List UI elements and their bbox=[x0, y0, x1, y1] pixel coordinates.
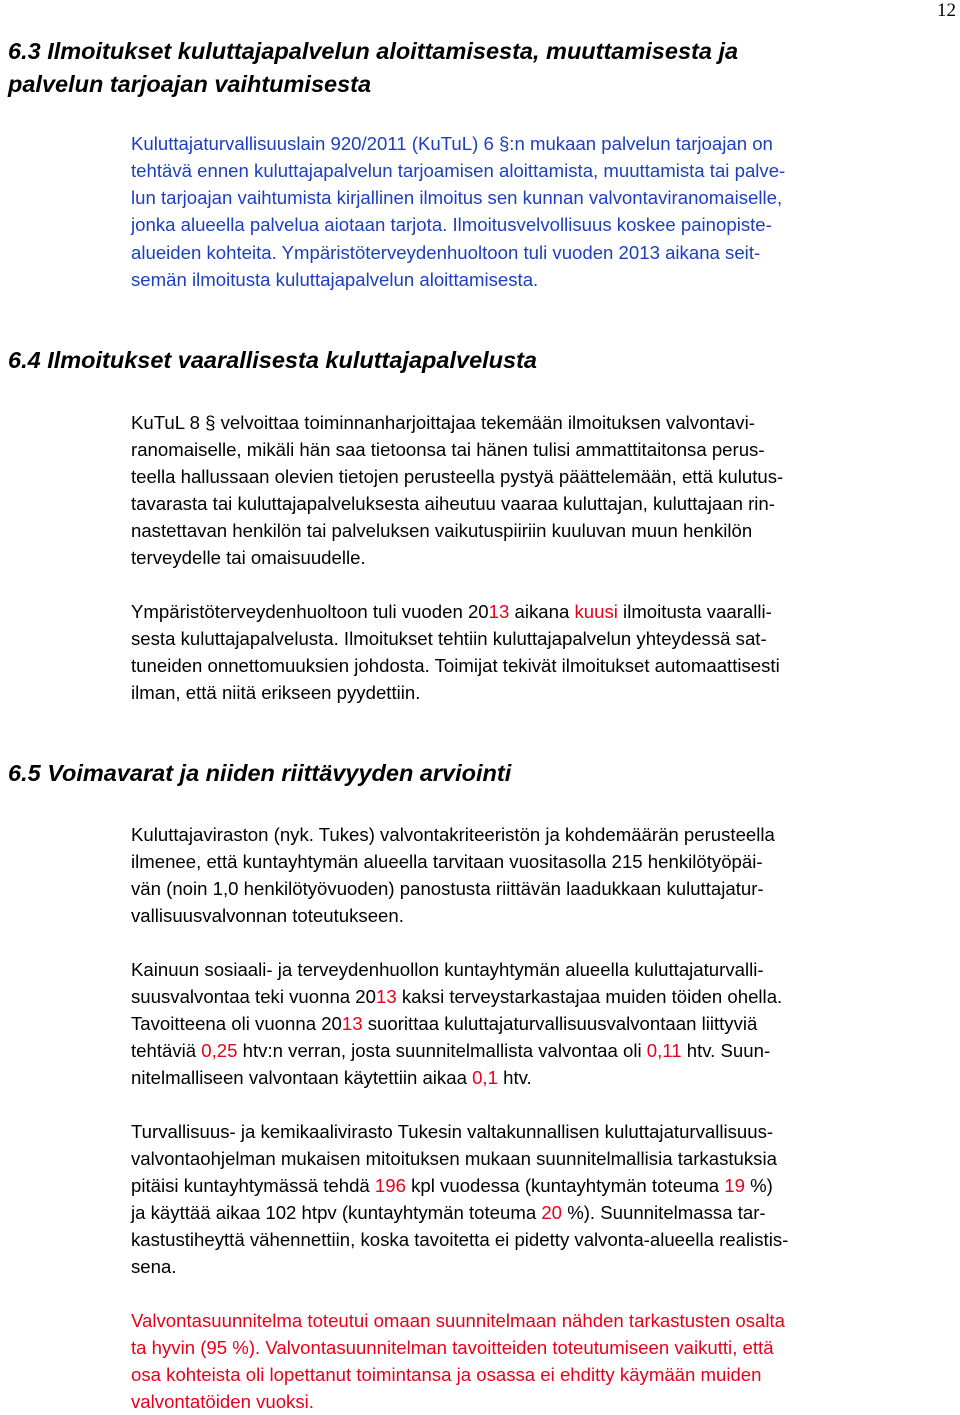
text-run: tehtäviä bbox=[131, 1040, 202, 1061]
highlight-value: 19 bbox=[724, 1175, 745, 1196]
section-6-5-para3-line bbox=[131, 1173, 773, 1199]
section-6-4-para2-line: ilman, että niitä erikseen pyydettiin. bbox=[131, 682, 421, 703]
highlight-year: 13 bbox=[376, 986, 397, 1007]
section-6-4-para2-line: sesta kuluttajapalvelusta. Ilmoitukset tehtiin kuluttajapalvelun yhteydessä sat- bbox=[131, 628, 767, 649]
section-6-5-para3-line bbox=[131, 1200, 766, 1226]
section-6-5-para3-line: Turvallisuus- ja kemikaalivirasto Tukesin valtakunnallisen kuluttajaturvallisuus- bbox=[131, 1121, 774, 1142]
section-6-5-para2-line bbox=[131, 1065, 532, 1091]
section-6-5-para4-line: valvontatöiden vuoksi. bbox=[131, 1391, 314, 1412]
section-6-5-para1-line: vallisuusvalvonnan toteutukseen. bbox=[131, 905, 404, 926]
section-6-3-line: jonka alueella palvelua aiotaan tarjota. Ilmoitusvelvollisuus koskee painopiste- bbox=[131, 214, 772, 235]
section-6-5-para4-line: osa kohteista oli lopettanut toimintansa ja osassa ei ehditty käymään muiden bbox=[131, 1364, 762, 1385]
text-run: kaksi terveystarkastajaa muiden töiden ohella. bbox=[396, 986, 783, 1007]
text-run: Tavoitteena oli vuonna 20 bbox=[131, 1013, 342, 1034]
highlight-value: 20 bbox=[541, 1202, 563, 1223]
text-run: suorittaa kuluttajaturvallisuusvalvontaan liittyviä bbox=[362, 1013, 758, 1034]
section-6-5-para2-line bbox=[131, 1011, 757, 1037]
section-6-5-para2-line bbox=[131, 984, 782, 1010]
page-number: 12 bbox=[937, 0, 956, 21]
section-6-3-line: alueiden kohteita. Ympäristöterveydenhuoltoon tuli vuoden 2013 aikana seit- bbox=[131, 242, 761, 263]
text-run: pitäisi kuntayhtymässä tehdä bbox=[131, 1175, 375, 1196]
text-run: htv. Suun- bbox=[681, 1040, 771, 1061]
section-6-5-para4-line: ta hyvin (95 %). Valvontasuunnitelman tavoitteiden toteutumiseen vaikutti, että bbox=[131, 1337, 774, 1358]
text-run: nitelmalliseen valvontaan käytettiin aikaa bbox=[131, 1067, 473, 1088]
section-6-4-para2-line bbox=[131, 599, 772, 625]
section-6-4-para1-line: teella hallussaan olevien tietojen perusteella pystyä päättelemään, että kulutus- bbox=[131, 466, 784, 487]
text-run: ja käyttää aikaa 102 htpv (kuntayhtymän toteuma bbox=[131, 1202, 542, 1223]
section-6-4-para1-line: terveydelle tai omaisuudelle. bbox=[131, 547, 366, 568]
section-6-3-line: semän ilmoitusta kuluttajapalvelun aloittamisesta. bbox=[131, 269, 539, 290]
section-6-5-para4-line: Valvontasuunnitelma toteutui omaan suunnitelmaan nähden tarkastusten osalta bbox=[131, 1310, 785, 1331]
highlight-year: 13 bbox=[341, 1013, 363, 1034]
text-run: kpl vuodessa (kuntayhtymän toteuma bbox=[405, 1175, 725, 1196]
section-6-5-para1-line: vän (noin 1,0 henkilötyövuoden) panostusta riittävän laadukkaan kuluttajatur- bbox=[131, 878, 764, 899]
section-6-3-line: Kuluttajaturvallisuuslain 920/2011 (KuTuL) 6 §:n mukaan palvelun tarjoajan on bbox=[131, 133, 773, 154]
section-6-5-para3-line: sena. bbox=[131, 1256, 177, 1277]
section-6-5-para1-line: ilmenee, että kuntayhtymän alueella tarvitaan vuositasolla 215 henkilötyöpäi- bbox=[131, 851, 763, 872]
section-6-3-line: tehtävä ennen kuluttajapalvelun tarjoamisen aloittamista, muuttamista tai palve- bbox=[131, 160, 786, 181]
section-6-4-para1-line: KuTuL 8 § velvoittaa toiminnanharjoittajaa tekemään ilmoituksen valvontavi- bbox=[131, 412, 755, 433]
text-run: htv. bbox=[497, 1067, 532, 1088]
section-6-5-heading: 6.5 Voimavarat ja niiden riittävyyden arviointi bbox=[8, 760, 512, 786]
text-run: %) bbox=[744, 1175, 773, 1196]
section-6-5-para2-line: Kainuun sosiaali- ja terveydenhuollon kuntayhtymän alueella kuluttajaturvalli- bbox=[131, 959, 764, 980]
section-6-5-para2-line bbox=[131, 1038, 770, 1064]
section-6-5-para3-line: kastustiheyttä vähennettiin, koska tavoitetta ei pidetty valvonta-alueella realistis- bbox=[131, 1229, 789, 1250]
highlight-count: kuusi bbox=[574, 601, 618, 622]
section-6-5-para1-line: Kuluttajaviraston (nyk. Tukes) valvontakriteeristön ja kohdemäärän perusteella bbox=[131, 824, 775, 845]
text-run: %). Suunnitelmassa tar- bbox=[562, 1202, 766, 1223]
highlight-value: 0,11 bbox=[646, 1040, 682, 1061]
highlight-value: 0,25 bbox=[201, 1040, 238, 1061]
text-run: Ympäristöterveydenhuoltoon tuli vuoden 20 bbox=[131, 601, 489, 622]
section-6-3-line: lun tarjoajan vaihtumista kirjallinen ilmoitus sen kunnan valvontaviranomaiselle, bbox=[131, 187, 783, 208]
section-6-4-heading: 6.4 Ilmoitukset vaarallisesta kuluttajapalvelusta bbox=[8, 347, 537, 373]
text-run: htv:n verran, josta suunnitelmallista valvontaa oli bbox=[237, 1040, 647, 1061]
section-6-4-para1-line: nastettavan henkilön tai palveluksen vaikutuspiiriin kuuluvan muun henkilön bbox=[131, 520, 753, 541]
section-6-4-para1-line: ranomaiselle, mikäli hän saa tietoonsa tai hänen tulisi ammattitaitonsa perus- bbox=[131, 439, 765, 460]
highlight-value: 196 bbox=[374, 1175, 406, 1196]
section-6-4-para2-line: tuneiden onnettomuuksien johdosta. Toimijat tekivät ilmoitukset automaattisesti bbox=[131, 655, 780, 676]
section-6-3-heading-line1: 6.3 Ilmoitukset kuluttajapalvelun aloittamisesta, muuttamisesta ja bbox=[8, 38, 739, 64]
section-6-5-para3-line: valvontaohjelman mukaisen mitoituksen mukaan suunnitelmallisia tarkastuksia bbox=[131, 1148, 777, 1169]
text-run: aikana bbox=[509, 601, 575, 622]
highlight-year: 13 bbox=[488, 601, 510, 622]
highlight-value: 0,1 bbox=[472, 1067, 498, 1088]
text-run: ilmoitusta vaaralli- bbox=[617, 601, 772, 622]
section-6-3-heading-line2: palvelun tarjoajan vaihtumisesta bbox=[8, 71, 372, 97]
text-run: suusvalvontaa teki vuonna 20 bbox=[131, 986, 376, 1007]
section-6-4-para1-line: tavarasta tai kuluttajapalveluksesta aiheutuu vaaraa kuluttajan, kuluttajaan rin- bbox=[131, 493, 775, 514]
